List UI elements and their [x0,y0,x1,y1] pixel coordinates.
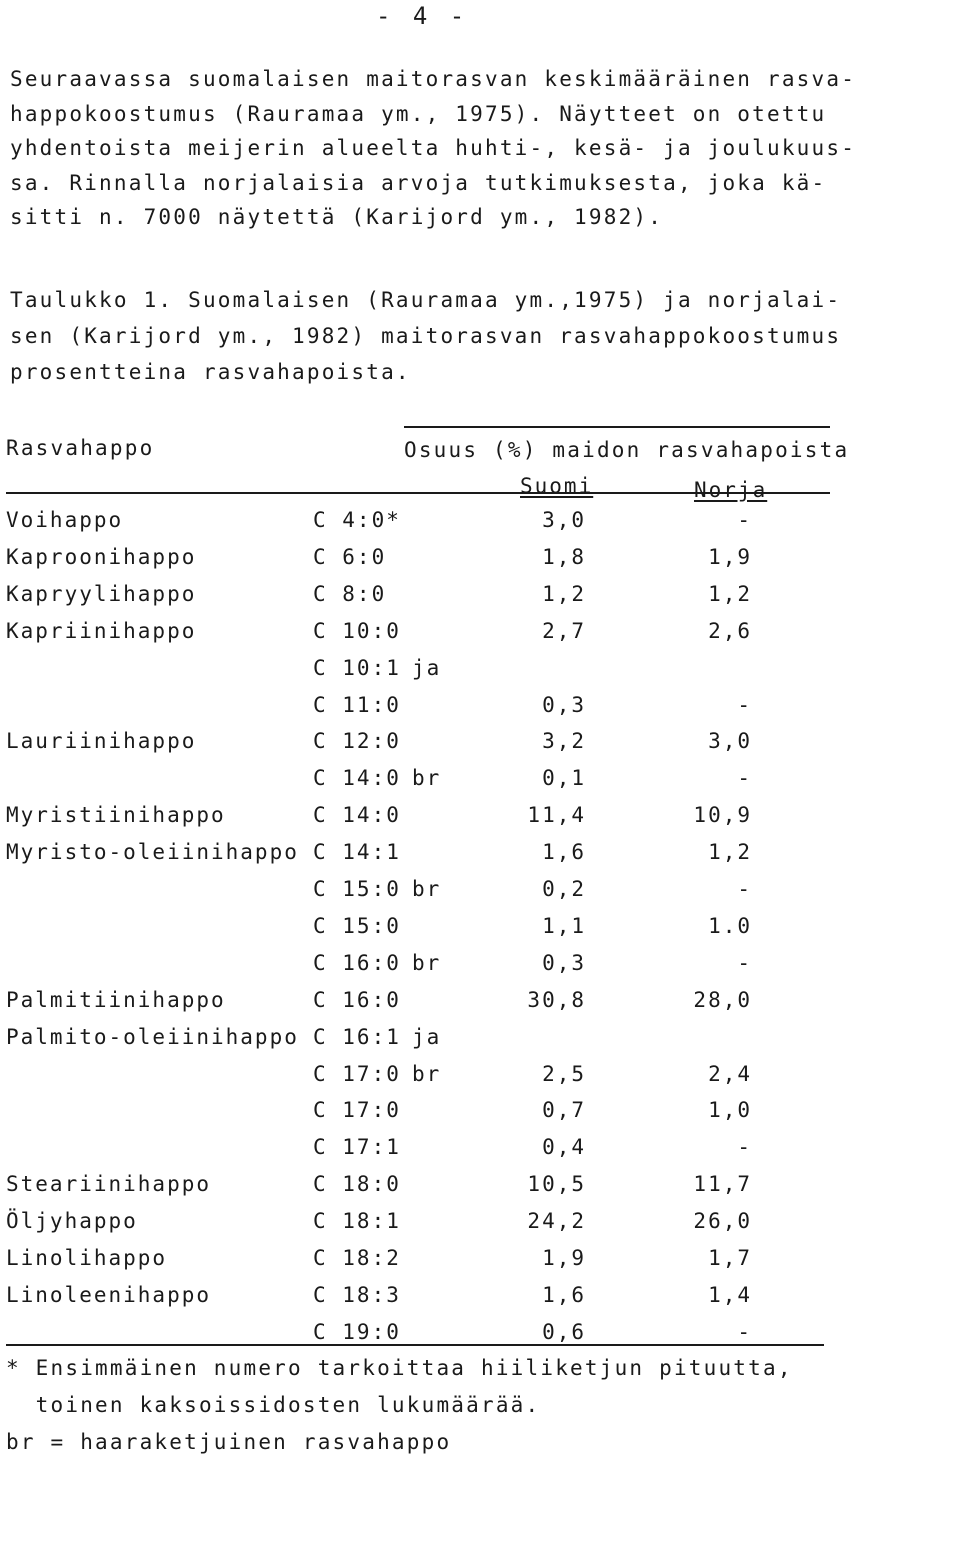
carbon-code: C 11:0 [313,692,401,717]
value-suomi: 0,3 [542,950,586,975]
value-suomi: 3,2 [542,729,586,754]
value-suomi: 10,5 [527,1172,586,1197]
carbon-code: C 12:0 [313,729,401,754]
value-norja: - [737,1135,752,1160]
footnotes [6,1350,793,1461]
caption-line: prosentteina rasvahapoista. [10,360,411,384]
value-suomi: 3,0 [542,508,586,532]
value-norja: 1,2 [708,840,752,865]
value-norja: 1,2 [708,581,752,606]
table-row [0,1135,960,1171]
value-norja: 1.0 [708,913,752,938]
value-suomi: 1,8 [542,544,586,569]
carbon-code: C 10:0 [313,618,401,643]
table-row [0,582,960,618]
value-norja: 10,9 [693,803,752,828]
fatty-acid-name: Palmitiinihappo [6,987,226,1012]
carbon-code: C 16:1 [313,1024,401,1049]
intro-line: Seuraavassa suomalaisen maitorasvan keskimääräinen rasva- [10,67,857,91]
table-row [0,951,960,987]
value-norja: - [737,877,752,901]
value-suomi: 11,4 [527,803,586,828]
fatty-acid-name: Linolihappo [6,1246,168,1270]
fatty-acid-name: Kaproonihappo [6,544,197,569]
value-norja: - [737,950,752,975]
value-suomi: 0,3 [542,692,586,717]
code-note: ja [412,655,442,680]
value-suomi: 2,5 [542,1061,586,1086]
table-row [0,1025,960,1061]
table-row [0,803,960,839]
fatty-acid-name: Myristo-oleiinihappo [6,840,299,865]
footnote-line: * Ensimmäinen numero tarkoittaa hiiliketjun pituutta, [6,1356,793,1380]
header-fatty-acid: Rasvahappo [6,436,155,460]
value-norja: 26,0 [693,1209,752,1234]
carbon-code: C 4:0* [313,508,401,532]
fatty-acid-name: Steariinihappo [6,1172,212,1197]
fatty-acid-name: Linoleenihappo [6,1282,212,1307]
table-row [0,508,960,544]
value-norja: 1,0 [708,1098,752,1123]
value-suomi: 24,2 [527,1209,586,1234]
carbon-code: C 14:0 [313,803,401,828]
value-suomi: 1,9 [542,1246,586,1270]
page-number: - 4 - [376,2,469,30]
value-norja: - [737,508,752,532]
value-suomi: 1,6 [542,1282,586,1307]
carbon-code: C 14:0 [313,766,401,791]
value-suomi: 30,8 [527,987,586,1012]
value-suomi: 1,2 [542,581,586,606]
code-note: br [412,877,442,901]
table-row [0,545,960,581]
value-suomi: 1,1 [542,913,586,938]
code-note: br [412,950,442,975]
table-caption [10,282,910,390]
value-norja: 1,4 [708,1282,752,1307]
value-suomi: 0,4 [542,1135,586,1160]
table-row [0,693,960,729]
value-norja: 2,4 [708,1061,752,1086]
table-bottom-rule [6,1344,824,1346]
code-note: br [412,1061,442,1086]
carbon-code: C 18:1 [313,1209,401,1234]
col-header-norja: Norja [694,478,768,502]
table-row [0,1283,960,1319]
value-norja: 1,7 [708,1246,752,1270]
carbon-code: C 16:0 [313,950,401,975]
carbon-code: C 10:1 [313,655,401,680]
carbon-code: C 16:0 [313,987,401,1012]
carbon-code: C 17:0 [313,1098,401,1123]
fatty-acid-name: Voihappo [6,508,124,532]
table-row [0,1098,960,1134]
value-norja: 28,0 [693,987,752,1012]
value-suomi: 0,1 [542,766,586,791]
table-row [0,729,960,765]
table-row [0,766,960,802]
intro-line: happokoostumus (Rauramaa ym., 1975). Näytteet on otettu [10,101,827,126]
intro-line: sa. Rinnalla norjalaisia arvoja tutkimuksesta, joka kä- [10,170,827,195]
value-norja: - [737,1319,752,1344]
carbon-code: C 19:0 [313,1319,401,1344]
table-row [0,1246,960,1282]
table-row [0,619,960,655]
footnote-line: toinen kaksoissidosten lukumäärää. [6,1393,541,1417]
table-top-rule [404,426,830,428]
value-norja: - [737,692,752,717]
caption-line: Taulukko 1. Suomalaisen (Rauramaa ym.,1975) ja norjalai- [10,288,842,312]
intro-paragraph [10,62,910,235]
value-suomi: 0,7 [542,1098,586,1123]
fatty-acid-name: Palmito-oleiinihappo [6,1024,299,1049]
table-row [0,877,960,913]
intro-line: sitti n. 7000 näytettä (Karijord ym., 1982). [10,205,664,229]
carbon-code: C 6:0 [313,544,387,569]
carbon-code: C 8:0 [313,581,387,606]
footnote-line: br = haaraketjuinen rasvahappo [6,1430,452,1454]
header-share: Osuus (%) maidon rasvahapoista [404,438,850,462]
fatty-acid-name: Kapryylihappo [6,581,197,606]
fatty-acid-name: Kapriinihappo [6,618,197,643]
carbon-code: C 18:2 [313,1246,401,1270]
table-row [0,988,960,1024]
value-suomi: 2,7 [542,618,586,643]
carbon-code: C 17:1 [313,1135,401,1160]
intro-line: yhdentoista meijerin alueelta huhti-, kesä- ja joulukuus- [10,136,857,160]
code-note: br [412,766,442,791]
carbon-code: C 15:0 [313,913,401,938]
table-row [0,656,960,692]
carbon-code: C 14:1 [313,840,401,865]
value-norja: - [737,766,752,791]
fatty-acid-name: Lauriinihappo [6,729,197,754]
carbon-code: C 18:3 [313,1282,401,1307]
value-suomi: 0,6 [542,1319,586,1344]
value-norja: 1,9 [708,544,752,569]
table-row [0,914,960,950]
value-norja: 3,0 [708,729,752,754]
carbon-code: C 15:0 [313,877,401,901]
value-norja: 2,6 [708,618,752,643]
col-header-suomi: Suomi [520,474,594,498]
table-row [0,1172,960,1208]
carbon-code: C 18:0 [313,1172,401,1197]
caption-line: sen (Karijord ym., 1982) maitorasvan rasvahappokoostumus [10,324,842,348]
carbon-code: C 17:0 [313,1061,401,1086]
table-row [0,840,960,876]
table-row [0,1062,960,1098]
value-suomi: 0,2 [542,877,586,901]
value-norja: 11,7 [693,1172,752,1197]
code-note: ja [412,1024,442,1049]
value-suomi: 1,6 [542,840,586,865]
fatty-acid-name: Myristiinihappo [6,803,226,828]
table-row [0,1209,960,1245]
fatty-acid-name: Öljyhappo [6,1209,138,1234]
